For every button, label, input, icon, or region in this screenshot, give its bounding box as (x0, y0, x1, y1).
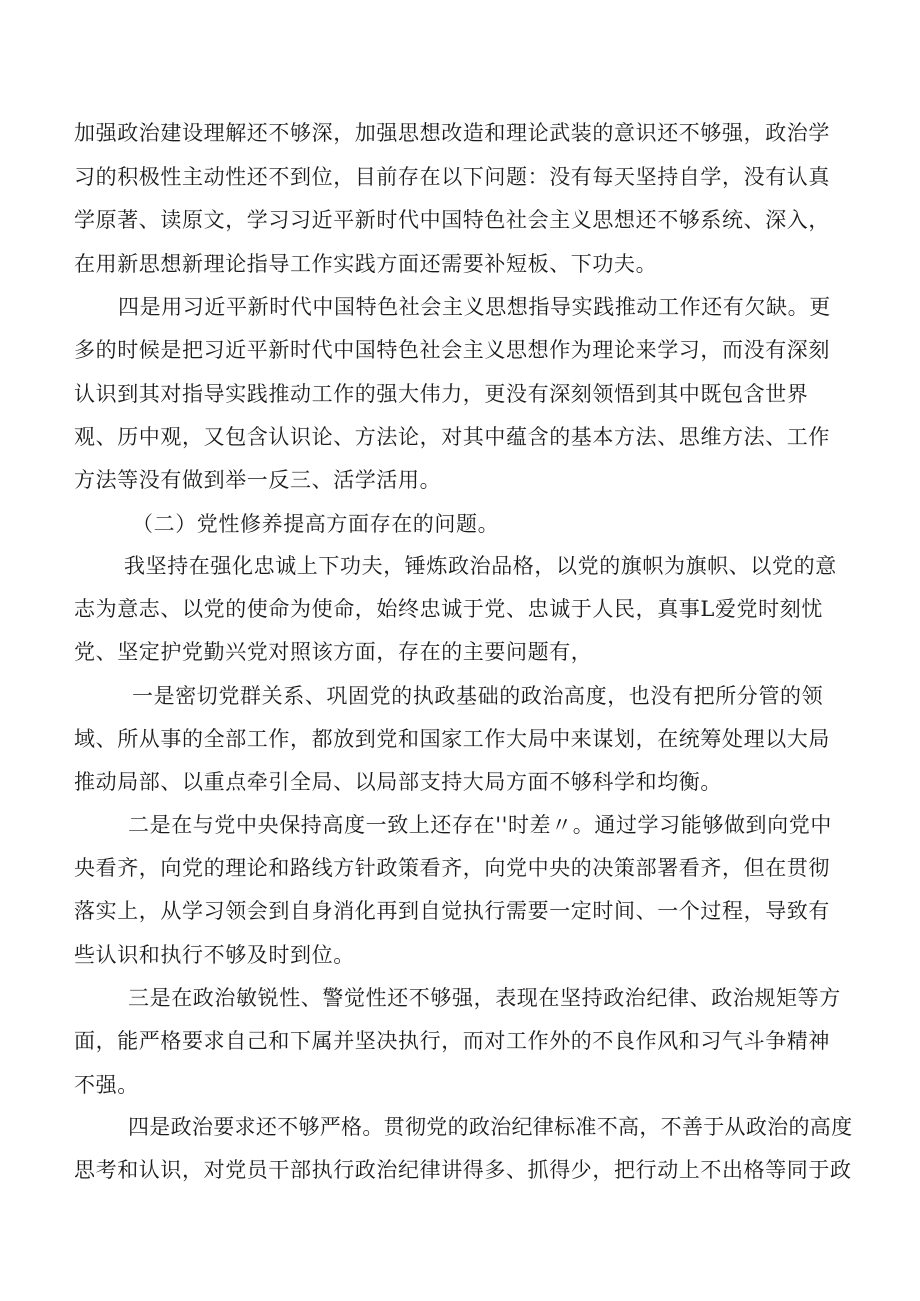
text-line: 加强政治建设理解还不够深，加强思想改造和理论武装的意识还不够强，政治学 (74, 121, 830, 145)
paragraph-start: 二是在与党中央保持高度一致上还存在''时差〃。通过学习能够做到向党中 (128, 813, 832, 837)
text-line: 多的时候是把习近平新时代中国特色社会主义思想作为理论来学习，而没有深刻 (74, 338, 830, 362)
text-line: 方法等没有做到举一反三、活学活用。 (74, 468, 442, 492)
text-line: 在用新思想新理论指导工作实践方面还需要补短板、下功夫。 (74, 252, 658, 276)
text-line: 央看齐，向党的理论和路线方针政策看齐，向党中央的决策部署看齐，但在贯彻 (74, 856, 830, 880)
section-heading: （二）党性修养提高方面存在的问题。 (132, 512, 500, 536)
paragraph-start: 我坚持在强化忠诚上下功夫，锤炼政治品格，以党的旗帜为旗帜、以党的意 (124, 554, 837, 578)
text-line: 面，能严格要求自己和下属并坚决执行，而对工作外的不良作风和习气斗争精神 (74, 1029, 830, 1053)
paragraph-start: 四是用习近平新时代中国特色社会主义思想指导实践推动工作还有欠缺。更 (118, 295, 831, 319)
text-line: 域、所从事的全部工作，都放到党和国家工作大局中来谋划，在统筹处理以大局 (74, 727, 830, 751)
text-line: 些认识和执行不够及时到位。 (74, 943, 355, 967)
paragraph-start: 一是密切党群关系、巩固党的执政基础的政治高度，也没有把所分管的领 (132, 684, 824, 708)
text-line: 推动局部、以重点牵引全局、以局部支持大局方面不够科学和均衡。 (74, 770, 722, 794)
text-line: 不强。 (74, 1073, 139, 1097)
text-line: 认识到其对指导实践推动工作的强大伟力，更没有深刻领悟到其中既包含世界 (74, 382, 809, 406)
text-line: 志为意志、以党的使命为使命，始终忠诚于党、忠诚于人民，真事L爱党时刻忧 (74, 597, 823, 621)
text-line: 落实上，从学习领会到自身消化再到自觉执行需要一定时间、一个过程，导致有 (74, 899, 830, 923)
text-line: 学原著、读原文，学习习近平新时代中国特色社会主义思想还不够系统、深入， (74, 208, 830, 232)
text-line: 党、坚定护党勤兴党对照该方面，存在的主要问题有， (74, 640, 593, 664)
paragraph-start: 四是政治要求还不够严格。贯彻党的政治纪律标准不高，不善于从政治的高度 (128, 1115, 853, 1139)
text-line: 思考和认识，对党员干部执行政治纪律讲得多、抓得少，把行动上不出格等同于政 (74, 1158, 852, 1182)
text-line: 习的积极性主动性还不到位，目前存在以下问题：没有每天坚持自学，没有认真 (74, 165, 830, 189)
text-line: 观、历中观，又包含认识论、方法论，对其中蕴含的基本方法、思维方法、工作 (74, 425, 830, 449)
paragraph-start: 三是在政治敏锐性、警觉性还不够强，表现在坚持政治纪律、政治规矩等方 (128, 986, 841, 1010)
